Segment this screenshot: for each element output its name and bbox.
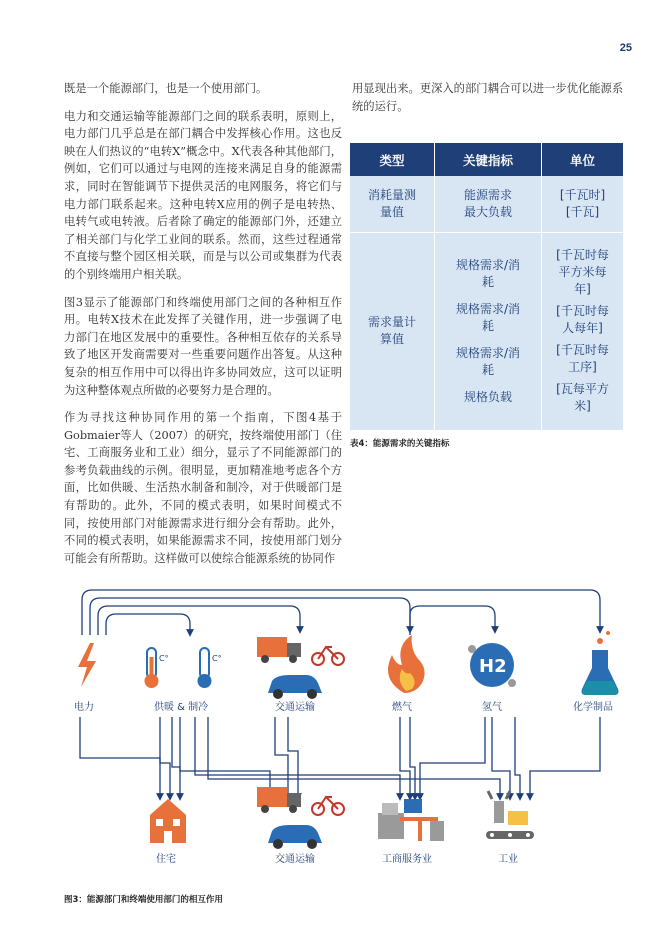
svg-text:H2: H2 [479, 656, 507, 677]
flame-icon [388, 635, 425, 693]
table-header: 单位 [542, 143, 624, 176]
factory-robot-icon [486, 791, 534, 839]
label-gas: 燃气 [392, 702, 412, 713]
label-transport-use: 交通运输 [275, 854, 315, 865]
paragraph: 电力和交通运输等能源部门之间的联系表明，原则上，电力部门几乎总是在部门耦合中发挥核心作用。这也反映在人们热议的“电转X”概念中。X代表各种其他部门，例如，它们可以通过与电网的连接来满足自身的能源需求，同时在智能调节下提供灵活的电网服务，将它们与电力部门联系起来。这种电转X应用的例子是电转热、电转气或电转液。后者除了确定的能源部门外，还建立了相关部门与化学工业间的联系。然而，这些过程通常不直接与整个园区相关联，而是与以公司或集群为代表的个别终端用户相关联。 [64, 109, 342, 281]
truck-bike-car-icon [257, 787, 344, 849]
table-cell: [千瓦时每平方米每年] [千瓦时每人每年] [千瓦时每工序] [瓦每平方米] [542, 232, 624, 430]
paragraph: 图3显示了能源部门和终端使用部门之间的各种相互作用。电转X技术在此发挥了关键作用，进一步强调了电力部门在地区发展中的重要性。各种相互依存的关系导致了地区开发商需要对一些重要问题作出答复。从这种复杂的相互作用中可以得出许多协同效应，这可以证明为这种整体观点所做的必要努力是合理的。 [64, 295, 342, 397]
label-hydrogen: 氢气 [482, 702, 502, 713]
paragraph: 既是一个能源部门，也是一个使用部门。 [64, 82, 268, 95]
table-cell: 需求量计算值 [350, 232, 435, 430]
svg-text:C°: C° [212, 654, 222, 663]
label-industry: 工业 [498, 854, 518, 865]
table-cell: 能源需求 最大负载 [435, 176, 542, 232]
truck-bike-car-icon [257, 637, 344, 699]
table-header: 关键指标 [435, 143, 542, 176]
office-desk-icon [378, 799, 444, 841]
svg-text:C°: C° [159, 654, 169, 663]
sector-interaction-diagram [60, 575, 630, 885]
paragraph: 用显现出来。更深入的部门耦合可以进一步优化能源系统的运行。 [352, 82, 624, 113]
label-electricity: 电力 [74, 702, 94, 713]
top-arrows [82, 590, 600, 635]
table-row [350, 232, 623, 430]
house-icon [150, 799, 186, 843]
table-header: 类型 [350, 143, 435, 176]
figure-caption: 图3：能源部门和终端使用部门的相互作用 [64, 895, 223, 905]
label-commerce-services: 工商服务业 [382, 854, 432, 865]
label-chemicals: 化学制品 [573, 702, 613, 713]
table-caption: 表4：能源需求的关键指标 [350, 439, 450, 449]
label-transport: 交通运输 [275, 702, 315, 713]
hydrogen-icon [468, 643, 516, 687]
table-cell: 消耗量测量值 [350, 176, 435, 232]
table-cell: 规格需求/消耗 规格需求/消耗 规格需求/消耗 规格负载 [435, 232, 542, 430]
thermometer-icon [145, 648, 222, 688]
key-indicator-table [350, 143, 623, 430]
paragraph: 作为寻找这种协同作用的第一个指南，下图4基于Gobmaier等人（2007）的研究，按终端使用部门（住宅、工商服务业和工业）细分，显示了不同能源部门的参考负载曲线的示例。很明显，更加精准地考虑各个方面，比如供暖、生活热水制备和制冷，对于供暖部门是有帮助的。此外，不同的模式表明，如果时间模式不同，按使用部门对能源需求进行细分会有帮助。此外，不同的模式表明，如果能源需求不同，按使用部门划分可能会有所帮助。这样做可以使综合能源系统的协同作 [64, 411, 342, 565]
page-number: 25 [619, 42, 632, 54]
table-header-row [350, 143, 623, 176]
table-cell: [千瓦时] [千瓦] [542, 176, 624, 232]
table-row [350, 176, 623, 232]
bottom-arrows [80, 717, 600, 797]
left-column [64, 80, 342, 577]
flask-icon [582, 631, 619, 695]
label-residential: 住宅 [156, 854, 176, 865]
lightning-icon [78, 643, 96, 687]
label-heating-cooling: 供暖 & 制冷 [154, 702, 209, 713]
right-column [352, 80, 624, 115]
